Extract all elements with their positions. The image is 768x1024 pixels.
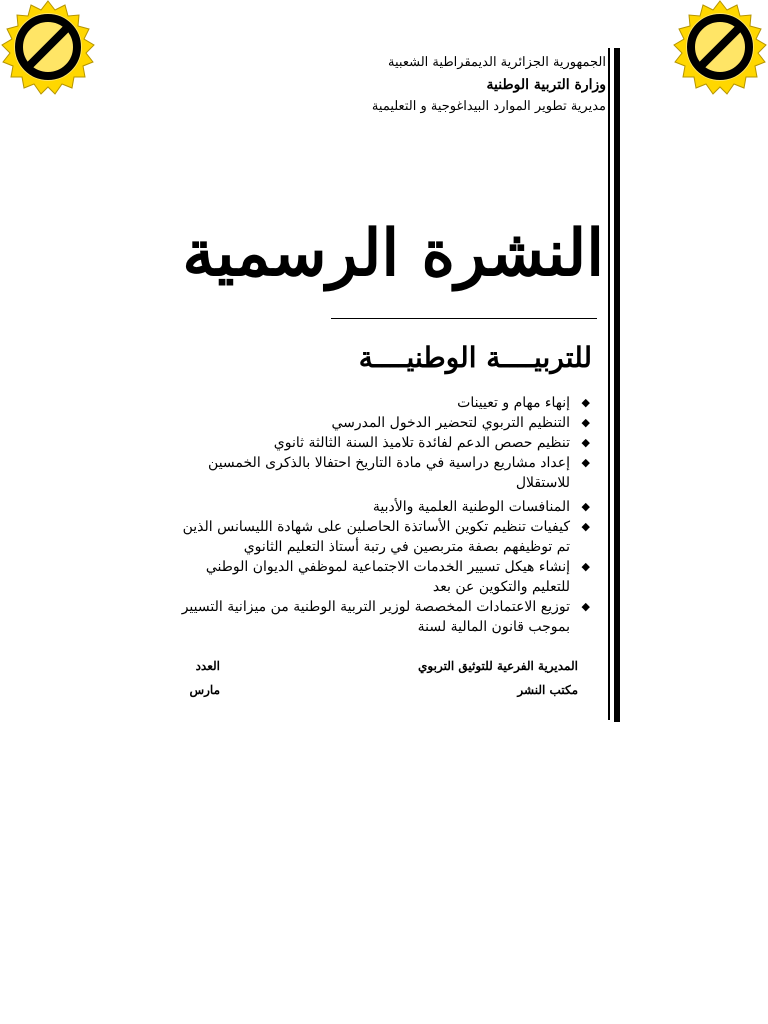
list-item bbox=[162, 597, 592, 637]
bullet-icon: ◆ bbox=[581, 500, 590, 513]
border-line-thick bbox=[614, 48, 620, 722]
list-item-text: تم توظيفهم بصفة متربصين في رتبة أستاذ التعليم الثانوي bbox=[243, 539, 570, 555]
publisher-subdirectorate: المديرية الفرعية للتوثيق التربوي bbox=[418, 659, 578, 673]
publisher-info bbox=[418, 654, 578, 702]
no-entry-icon bbox=[672, 0, 768, 96]
bullet-icon: ◆ bbox=[581, 560, 590, 573]
issue-info bbox=[189, 654, 220, 702]
list-item-text: التنظيم التربوي لتحضير الدخول المدرسي bbox=[331, 415, 570, 431]
publisher-office: مكتب النشر bbox=[517, 683, 578, 697]
list-item bbox=[162, 413, 592, 433]
list-item-text: بموجب قانون المالية لسنة bbox=[417, 619, 570, 635]
bullet-icon: ◆ bbox=[581, 416, 590, 429]
page-subtitle: للتربيــــة الوطنيــــة bbox=[358, 341, 592, 374]
list-item-text: تنظيم حصص الدعم لفائدة تلاميذ السنة الثالثة ثانوي bbox=[273, 435, 570, 451]
list-item bbox=[162, 497, 592, 517]
directorate-name: مديرية تطوير الموارد البيداغوجية و التعليمية bbox=[371, 99, 606, 114]
bullet-icon: ◆ bbox=[581, 456, 590, 469]
list-item-text: إنهاء مهام و تعيينات bbox=[457, 395, 570, 411]
issue-number-label: العدد bbox=[195, 659, 220, 673]
ministry-name: وزارة التربية الوطنية bbox=[486, 77, 606, 93]
list-item bbox=[162, 393, 592, 413]
list-item bbox=[162, 517, 592, 557]
border-line-thin bbox=[608, 48, 610, 720]
bullet-icon: ◆ bbox=[581, 396, 590, 409]
page-title: النشرة الرسمية bbox=[182, 216, 604, 291]
bullet-icon: ◆ bbox=[581, 436, 590, 449]
list-item-text: إنشاء هيكل تسيير الخدمات الاجتماعية لموظفي الديوان الوطني bbox=[205, 559, 570, 575]
contents-list bbox=[162, 393, 592, 637]
title-divider bbox=[331, 318, 597, 319]
bullet-icon: ◆ bbox=[581, 600, 590, 613]
list-item bbox=[162, 453, 592, 493]
issue-month: مارس bbox=[189, 683, 220, 697]
list-item bbox=[162, 433, 592, 453]
no-entry-icon bbox=[0, 0, 96, 96]
bullet-icon: ◆ bbox=[581, 520, 590, 533]
list-item-text: للاستقلال bbox=[515, 475, 570, 491]
list-item-text: توزيع الاعتمادات المخصصة لوزير التربية الوطنية من ميزانية التسيير bbox=[181, 599, 570, 615]
list-item-text: المنافسات الوطنية العلمية والأدبية bbox=[372, 499, 570, 515]
list-item-text: كيفيات تنظيم تكوين الأساتذة الحاصلين على شهادة الليسانس الذين bbox=[182, 519, 570, 535]
republic-name: الجمهورية الجزائرية الديمقراطية الشعبية bbox=[388, 55, 606, 70]
list-item-text: إعداد مشاريع دراسية في مادة التاريخ احتفالا بالذكرى الخمسين bbox=[208, 455, 570, 471]
list-item bbox=[162, 557, 592, 597]
header-block bbox=[186, 52, 606, 118]
list-item-text: للتعليم والتكوين عن بعد bbox=[432, 579, 570, 595]
